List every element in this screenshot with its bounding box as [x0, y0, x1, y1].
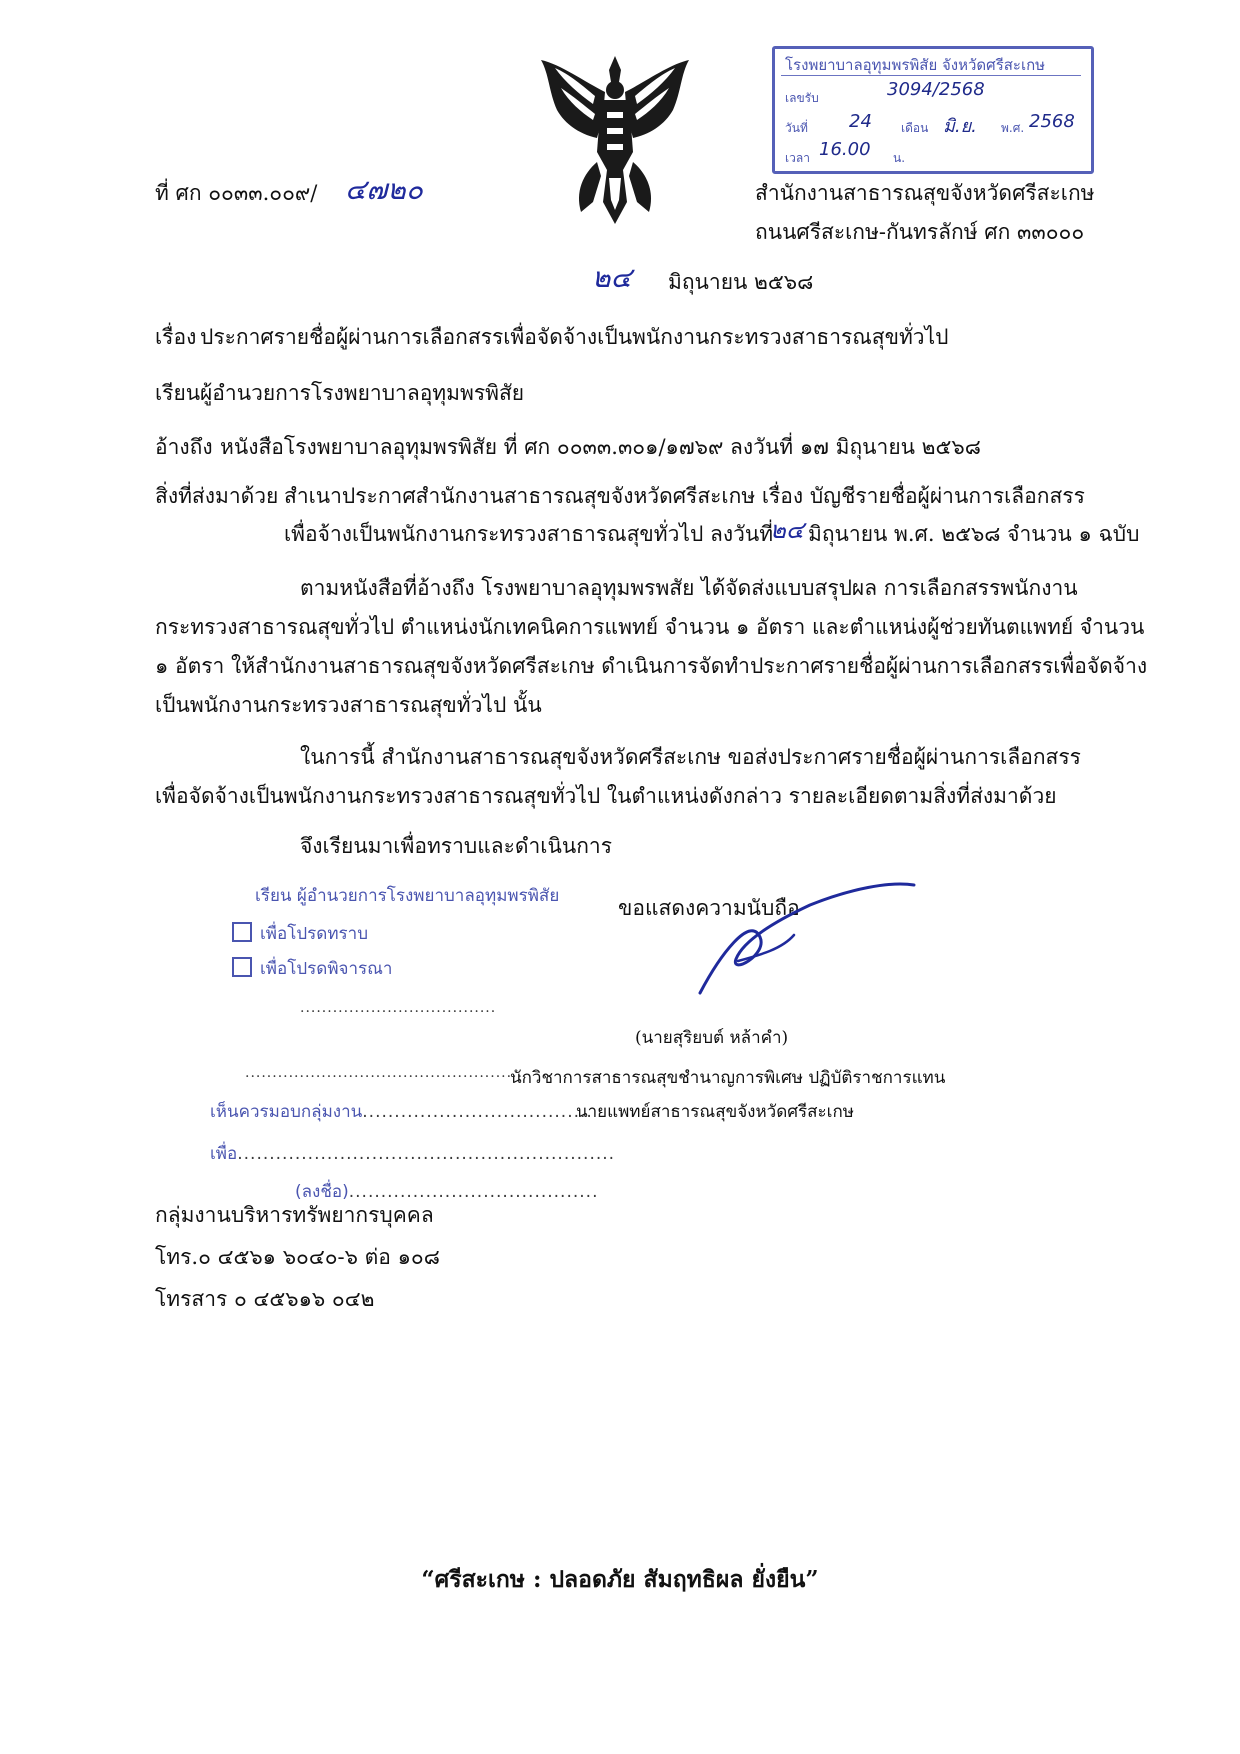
enclosure-line-1: สำเนาประกาศสำนักงานสาธารณสุขจังหวัดศรีสะเกษ เรื่อง บัญชีรายชื่อผู้ผ่านการเลือกสรร [284, 484, 1085, 508]
fax-number: โทรสาร ๐ ๔๕๖๑๖ ๐๔๒ [155, 1287, 375, 1311]
phone-number: โทร.๐ ๔๕๖๑ ๖๐๔๐-๖ ต่อ ๑๐๘ [155, 1245, 440, 1269]
to-label: เรียน [155, 381, 201, 405]
routing-opinion: เห็นควรมอบกลุ่มงาน.................................... [210, 1102, 593, 1122]
office-name: สำนักงานสาธารณสุขจังหวัดศรีสะเกษ [755, 181, 1095, 205]
letter-date: มิถุนายน ๒๕๖๘ [668, 270, 814, 294]
signer-title-1: นักวิชาการสาธารณสุขชำนาญการพิเศษ ปฏิบัติราชการแทน [510, 1068, 946, 1088]
to-text: ผู้อำนวยการโรงพยาบาลอุทุมพรพิสัย [200, 381, 525, 405]
stamp-year-label: พ.ศ. [1001, 121, 1025, 135]
routing-option-1-label: เพื่อโปรดทราบ [260, 924, 368, 944]
enclosure-day-handwritten: ๒๔ [770, 516, 804, 544]
routing-for-label: เพื่อ [210, 1144, 238, 1164]
paragraph-1-line-3: ๑ อัตรา ให้สำนักงานสาธารณสุขจังหวัดศรีสะเกษ ดำเนินการจัดทำประกาศรายชื่อผู้ผ่านการเลือกสรรเพื่อจัดจ้าง [155, 654, 1148, 678]
paragraph-1-line-2: กระทรวงสาธารณสุขทั่วไป ตำแหน่งนักเทคนิคการแพทย์ จำนวน ๑ อัตรา และตำแหน่งผู้ช่วยทันตแพทย์ จำนวน [155, 615, 1145, 639]
stamp-time-value: 16.00 [819, 139, 871, 160]
routing-sign-label: (ลงชื่อ) [295, 1182, 349, 1202]
handwritten-signature [690, 875, 920, 1005]
checkbox-icon [232, 957, 252, 977]
reference-text: หนังสือโรงพยาบาลอุทุมพรพิสัย ที่ ศก ๐๐๓๓.๓๐๑/๑๗๖๙ ลงวันที่ ๑๗ มิถุนายน ๒๕๖๘ [220, 435, 981, 459]
paragraph-1-line-4: เป็นพนักงานกระทรวงสาธารณสุขทั่วไป นั้น [155, 693, 542, 717]
routing-for: เพื่อ........................................................... [210, 1144, 616, 1164]
dotted-line: .................................... [300, 1000, 497, 1016]
enclosure-label: สิ่งที่ส่งมาด้วย [155, 484, 279, 508]
stamp-date-year: 2568 [1029, 111, 1075, 132]
regards-text: ขอแสดงความนับถือ [618, 896, 800, 920]
stamp-number-value: 3094/2568 [887, 79, 985, 100]
motto: “ศรีสะเกษ : ปลอดภัย สัมฤทธิผล ยั่งยืน” [421, 1566, 819, 1593]
enclosure-line-2a: เพื่อจ้างเป็นพนักงานกระทรวงสาธารณสุขทั่วไป ลงวันที่ [284, 522, 774, 546]
dotted-line: ................................................... [245, 1065, 523, 1081]
routing-opinion-label: เห็นควรมอบกลุ่มงาน [210, 1102, 363, 1122]
signer-title-2: นายแพทย์สาธารณสุขจังหวัดศรีสะเกษ [576, 1102, 854, 1122]
stamp-date-day: 24 [849, 111, 872, 132]
stamp-date-label: วันที่ [785, 121, 808, 135]
subject-label: เรื่อง [155, 325, 197, 349]
stamp-time-label: เวลา [785, 151, 810, 165]
routing-sign: (ลงชื่อ)....................................... [295, 1182, 599, 1202]
department-name: กลุ่มงานบริหารทรัพยากรบุคคล [155, 1203, 434, 1227]
stamp-month-label: เดือน [901, 121, 929, 135]
reference-number: ที่ ศก ๐๐๓๓.๐๐๙/ [155, 181, 318, 205]
date-day-handwritten: ๒๔ [592, 261, 632, 294]
stamp-header: โรงพยาบาลอุทุมพรพิสัย จังหวัดศรีสะเกษ [785, 56, 1046, 74]
checkbox-icon [232, 922, 252, 942]
stamp-time-unit: น. [893, 151, 906, 165]
routing-option-1 [232, 920, 368, 947]
closing-text: จึงเรียนมาเพื่อทราบและดำเนินการ [300, 834, 612, 858]
paragraph-1-line-1: ตามหนังสือที่อ้างถึง โรงพยาบาลอุทุมพรพสัย ได้จัดส่งแบบสรุปผล การเลือกสรรพนักงาน [300, 576, 1078, 600]
routing-option-2-label: เพื่อโปรดพิจารณา [260, 959, 393, 979]
signer-name: (นายสุริยบต์ หล้าคำ) [635, 1028, 789, 1048]
paragraph-2-line-1: ในการนี้ สำนักงานสาธารณสุขจังหวัดศรีสะเกษ ขอส่งประกาศรายชื่อผู้ผ่านการเลือกสรร [300, 745, 1081, 769]
reference-handwritten: ๔๗๒๐ [345, 173, 423, 206]
office-address: ถนนศรีสะเกษ-กันทรลักษ์ ศก ๓๓๐๐๐ [755, 220, 1085, 244]
subject-text: ประกาศรายชื่อผู้ผ่านการเลือกสรรเพื่อจัดจ้างเป็นพนักงานกระทรวงสาธารณสุขทั่วไป [200, 325, 949, 349]
stamp-date-month: มิ.ย. [943, 116, 977, 137]
reference-label: อ้างถึง [155, 435, 213, 459]
stamp-number-label: เลขรับ [785, 91, 819, 105]
garuda-emblem [535, 52, 695, 227]
receiving-stamp [772, 46, 1094, 174]
paragraph-2-line-2: เพื่อจัดจ้างเป็นพนักงานกระทรวงสาธารณสุขทั่วไป ในตำแหน่งดังกล่าว รายละเอียดตามสิ่งที่ส่งมาด้วย [155, 784, 1057, 808]
routing-option-2 [232, 955, 392, 982]
routing-title: เรียน ผู้อำนวยการโรงพยาบาลอุทุมพรพิสัย [255, 886, 560, 906]
enclosure-line-2b: มิถุนายน พ.ศ. ๒๕๖๘ จำนวน ๑ ฉบับ [808, 522, 1140, 546]
